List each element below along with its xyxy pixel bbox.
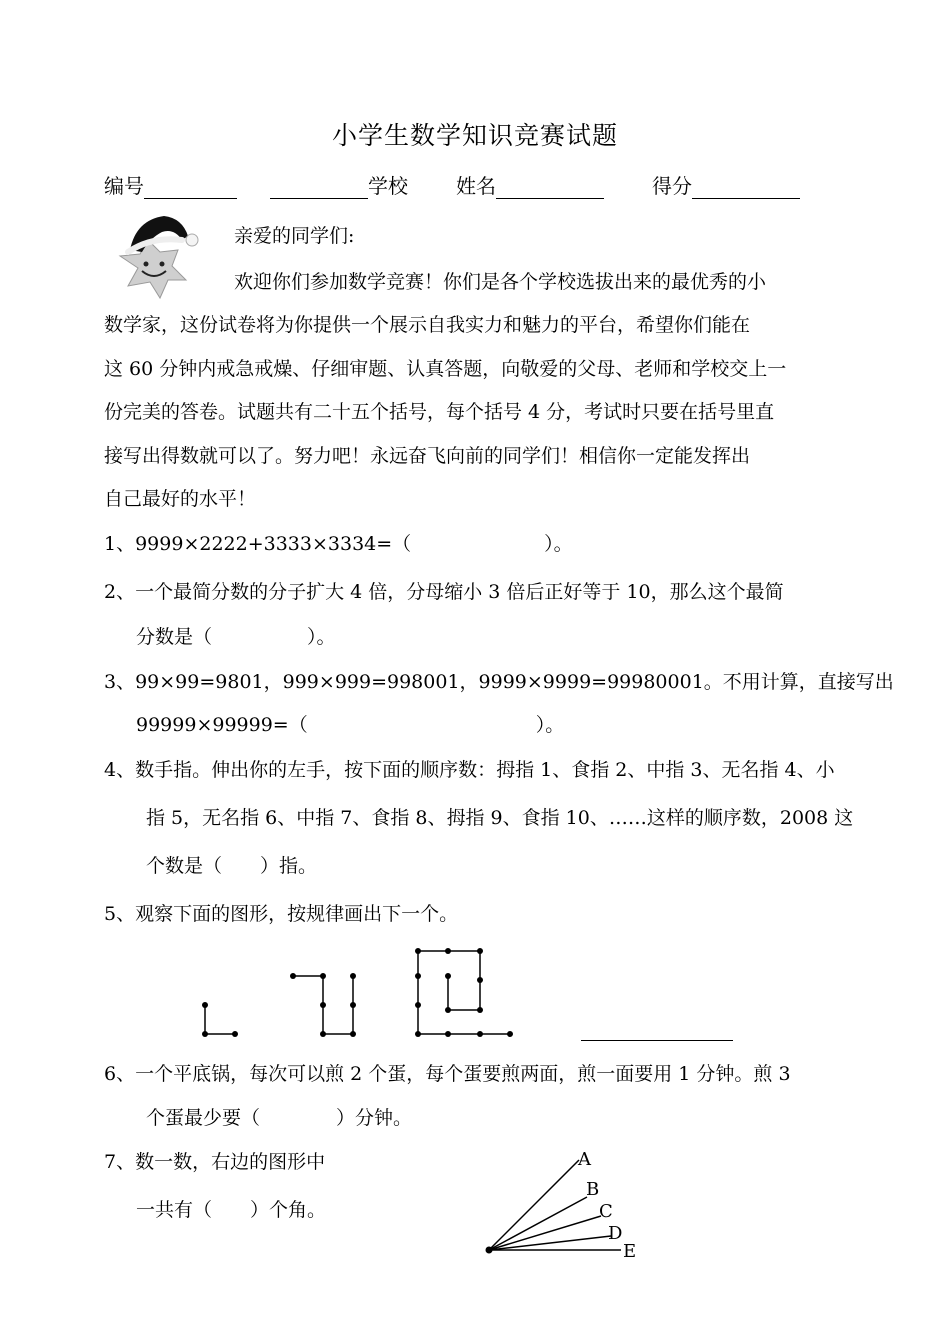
dot-pattern-figures — [190, 940, 530, 1040]
score-blank[interactable] — [692, 178, 800, 199]
question-6-line-2: 个蛋最少要（ ）分钟。 — [146, 1107, 413, 1129]
question-6-line-1: 6、一个平底锅，每次可以煎 2 个蛋，每个蛋要煎两面，煎一面要用 1 分钟。煎 3 — [104, 1063, 791, 1085]
intro-line-5: 接写出得数就可以了。努力吧！永远奋飞向前的同学们！相信你一定能发挥出 — [104, 445, 751, 467]
score-label: 得分 — [652, 174, 692, 198]
score-field — [652, 170, 800, 199]
school-blank[interactable] — [270, 178, 368, 199]
question-4-line-3: 个数是（ ）指。 — [146, 855, 318, 877]
school-field — [270, 170, 408, 199]
greeting: 亲爱的同学们: — [234, 225, 355, 247]
intro-line-1: 欢迎你们参加数学竞赛！你们是各个学校选拔出来的最优秀的小 — [234, 271, 767, 293]
question-3-line-1: 3、99×99=9801，999×999=998001，9999×9999=99980001。不用计算，直接写出 — [104, 671, 894, 693]
ray-label-c: C — [599, 1201, 613, 1222]
question-2-line-1: 2、一个最简分数的分子扩大 4 倍，分母缩小 3 倍后正好等于 10，那么这个最简 — [104, 581, 784, 603]
ray-label-e: E — [623, 1241, 637, 1262]
angle-rays-diagram — [475, 1140, 655, 1270]
ray-label-a: A — [578, 1149, 591, 1170]
page-title: 小学生数学知识竞赛试题 — [331, 121, 618, 150]
answer-blank-q5[interactable] — [581, 1040, 733, 1041]
ray-label-d: D — [608, 1223, 623, 1244]
intro-line-3: 这 60 分钟内戒急戒燥、仔细审题、认真答题，向敬爱的父母、老师和学校交上一 — [104, 358, 787, 380]
question-4-line-2: 指 5，无名指 6、中指 7、食指 8、拇指 9、食指 10、……这样的顺序数，2008 这 — [146, 807, 854, 829]
question-7-line-1: 7、数一数，右边的图形中 — [104, 1151, 326, 1173]
question-2-line-2: 分数是（ ）。 — [136, 626, 336, 648]
star-with-santa-hat-icon — [112, 210, 222, 300]
question-3-line-2: 99999×99999=（ ）。 — [136, 714, 565, 736]
name-blank[interactable] — [496, 178, 604, 199]
question-4-line-1: 4、数手指。伸出你的左手，按下面的顺序数：拇指 1、食指 2、中指 3、无名指 4、小 — [104, 759, 835, 781]
ray-label-b: B — [586, 1179, 600, 1200]
intro-line-4: 份完美的答卷。试题共有二十五个括号，每个括号 4 分，考试时只要在括号里直 — [104, 401, 775, 423]
number-blank[interactable] — [144, 178, 237, 199]
name-label: 姓名 — [456, 174, 496, 198]
question-1: 1、9999×2222+3333×3334=（ ）。 — [104, 533, 573, 555]
school-label: 学校 — [368, 174, 408, 198]
question-5: 5、观察下面的图形，按规律画出下一个。 — [104, 903, 459, 925]
intro-line-6: 自己最好的水平！ — [104, 488, 257, 510]
intro-line-2: 数学家，这份试卷将为你提供一个展示自我实力和魅力的平台，希望你们能在 — [104, 314, 751, 336]
number-field — [104, 170, 237, 199]
name-field — [456, 170, 604, 199]
question-7-line-2: 一共有（ ）个角。 — [136, 1199, 327, 1221]
number-label: 编号 — [104, 174, 144, 198]
